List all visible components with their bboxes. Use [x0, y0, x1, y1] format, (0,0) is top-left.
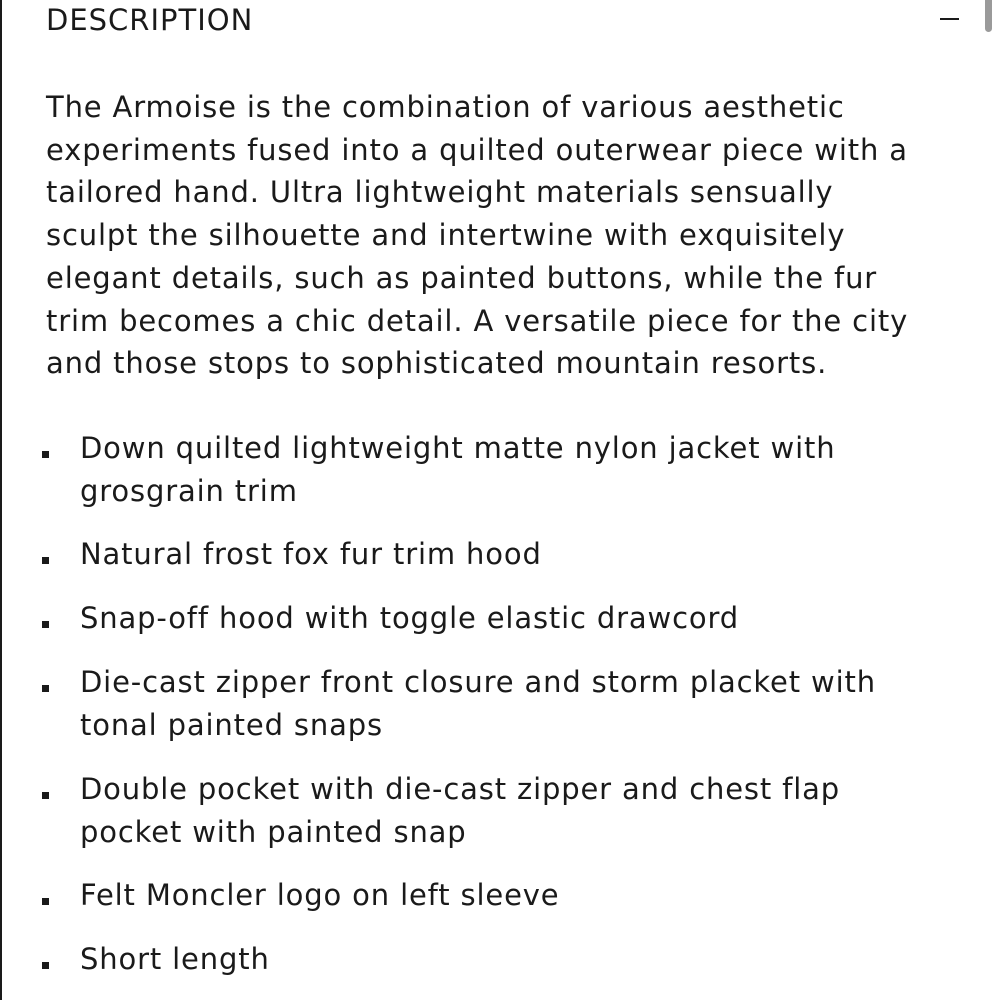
feature-line: Short length [80, 942, 270, 976]
feature-text [80, 874, 559, 917]
feature-text [80, 661, 876, 746]
bullet-icon [42, 962, 49, 969]
scrollbar-thumb[interactable] [985, 0, 992, 32]
description-line: The Armoise is the combination of various aesthetic [46, 90, 845, 124]
feature-text [80, 938, 270, 981]
feature-line: Double pocket with die-cast zipper and chest flap [80, 772, 841, 806]
feature-line: Snap-off hood with toggle elastic drawcord [80, 601, 740, 635]
feature-line: Down quilted lightweight matte nylon jacket with [80, 431, 836, 465]
feature-text [80, 768, 840, 853]
bullet-icon [42, 792, 49, 799]
feature-line: Natural frost fox fur trim hood [80, 537, 542, 571]
bullet-icon [42, 557, 49, 564]
feature-text [80, 597, 739, 640]
bullet-icon [42, 898, 49, 905]
description-line: experiments fused into a quilted outerwear piece with a [46, 132, 908, 167]
description-line: sculpt the silhouette and intertwine with exquisitely [46, 218, 846, 253]
description-paragraph [46, 86, 946, 385]
bullet-icon [42, 621, 49, 628]
bullet-icon [42, 451, 49, 458]
feature-line: pocket with painted snap [80, 814, 467, 849]
bullet-icon [42, 685, 49, 692]
feature-line: grosgrain trim [80, 473, 298, 508]
feature-text [80, 427, 835, 512]
description-line: tailored hand. Ultra lightweight materials sensually [46, 175, 834, 210]
description-header[interactable] [46, 0, 966, 42]
collapse-button[interactable] [936, 4, 966, 34]
section-title: DESCRIPTION [46, 3, 254, 37]
feature-line: tonal painted snaps [80, 707, 383, 742]
feature-line: Felt Moncler logo on left sleeve [80, 878, 560, 912]
feature-text [80, 533, 542, 576]
feature-line: Die-cast zipper front closure and storm placket with [80, 665, 876, 699]
panel-left-border [0, 0, 2, 1000]
minus-icon [940, 18, 959, 20]
description-line: elegant details, such as painted buttons, while the fur [46, 260, 878, 295]
description-line: trim becomes a chic detail. A versatile piece for the city [46, 303, 909, 338]
description-line: and those stops to sophisticated mountain resorts. [46, 346, 828, 381]
